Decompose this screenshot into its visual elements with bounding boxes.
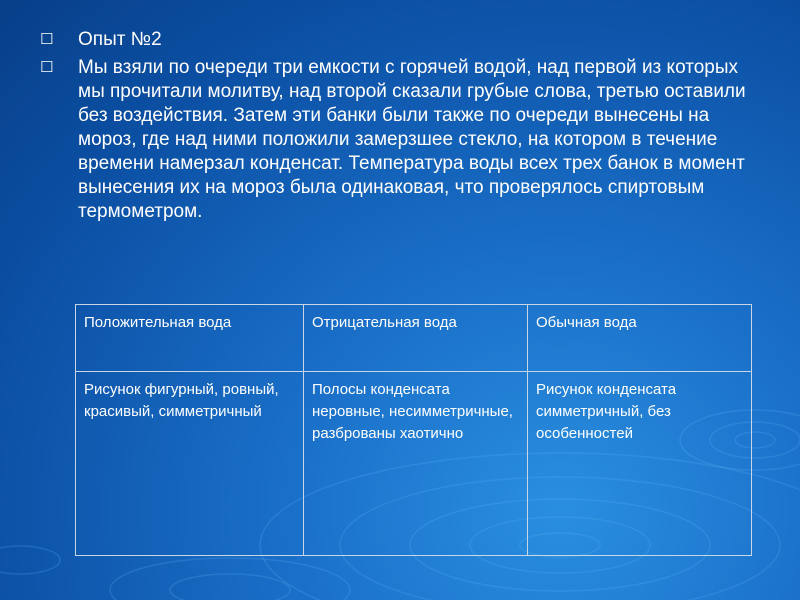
table-row	[76, 372, 752, 556]
bullet-title	[40, 28, 760, 52]
results-table	[75, 304, 752, 556]
slide-title: Опыт №2	[78, 29, 162, 50]
header-positive-water: Положительная вода	[76, 305, 304, 372]
checkbox-bullet-icon: ☐	[40, 59, 54, 76]
bullet-list	[40, 28, 760, 228]
results-table-wrapper	[75, 304, 751, 556]
cell-ordinary-water: Рисунок конденсата симметричный, без особенностей	[528, 372, 752, 556]
table-header-row	[76, 305, 752, 372]
checkbox-bullet-icon: ☐	[40, 31, 54, 48]
header-negative-water: Отрицательная вода	[304, 305, 528, 372]
cell-negative-water: Полосы конденсата неровные, несимметричные, разброваны хаотично	[304, 372, 528, 556]
cell-positive-water: Рисунок фигурный, ровный, красивый, симметричный	[76, 372, 304, 556]
header-ordinary-water: Обычная вода	[528, 305, 752, 372]
experiment-description: Мы взяли по очереди три емкости с горячей водой, над первой из которых мы прочитали молитву, над второй сказали грубые слова, третью оставили без воздействия. Затем эти банки были также по очереди вынесены на мороз, где над ними положили замерзшее стекло, на котором в течение времени намерзал конденсат. Температура воды всех трех банок в момент вынесения их на мороз была одинаковая, что проверялось спиртовым термометром.	[78, 57, 746, 222]
bullet-description	[40, 56, 760, 224]
